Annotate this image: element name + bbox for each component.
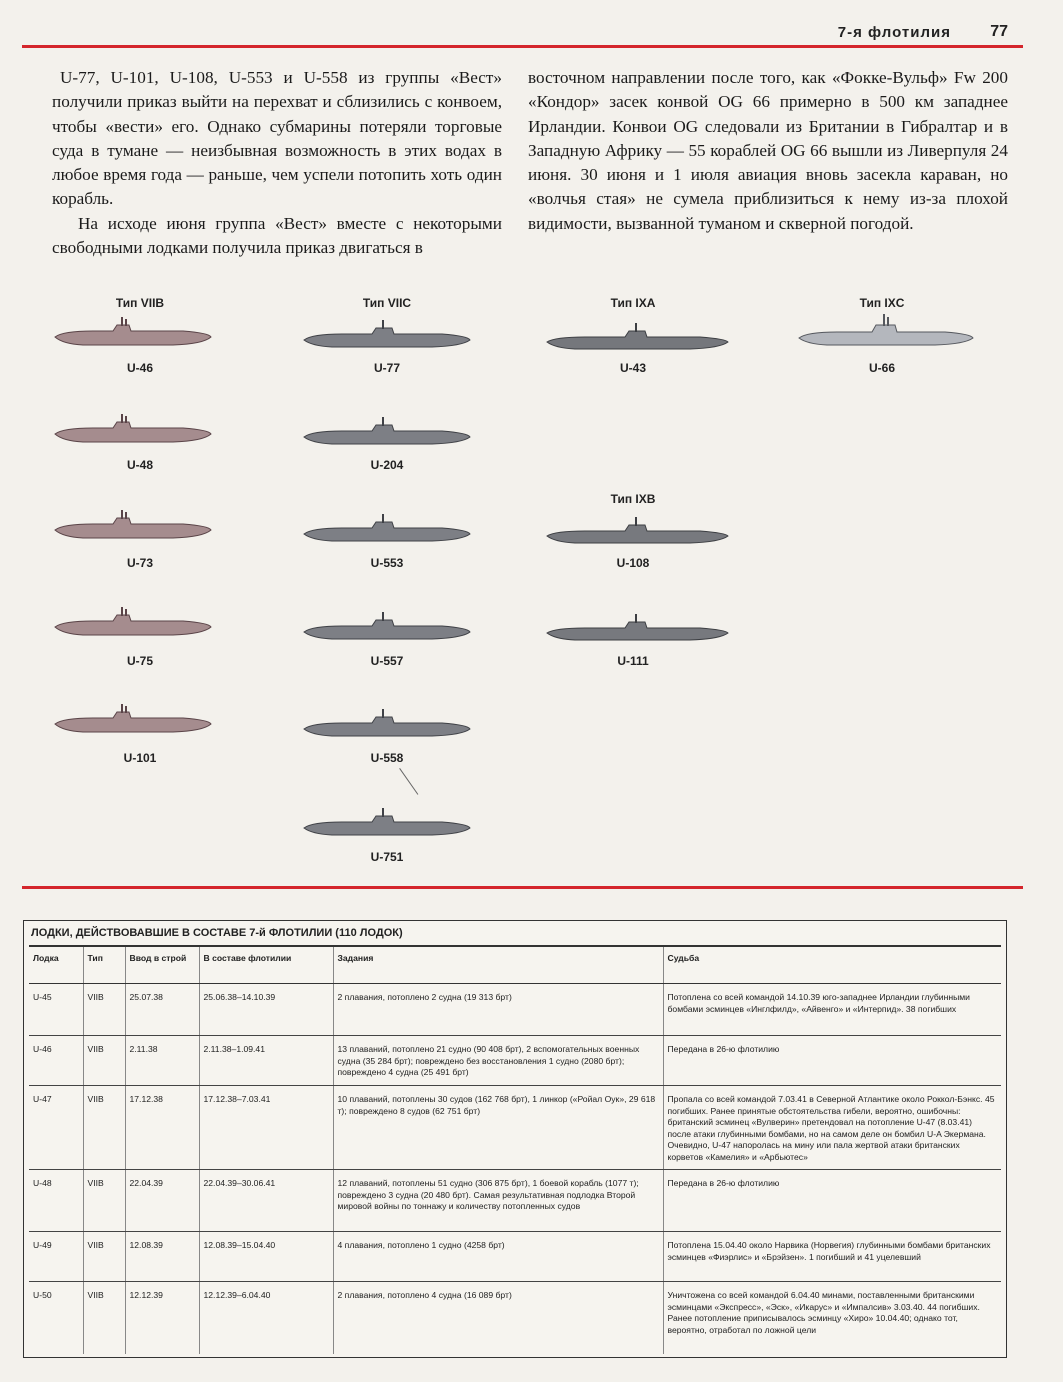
table-row: [29, 1036, 1001, 1086]
leader-line: [399, 768, 418, 795]
column-header: Ввод в строй: [125, 946, 199, 984]
submarine-illustration: [53, 605, 213, 645]
table-cell: Передана в 26-ю флотилию: [663, 1170, 1001, 1232]
submarine-illustration: [797, 312, 975, 356]
boat-label: U-73: [126, 556, 154, 570]
submarine-illustration: [53, 412, 213, 452]
header-rule: [22, 45, 1023, 48]
table-cell: VIIB: [83, 1086, 125, 1170]
type-label: Тип IXC: [859, 296, 905, 310]
submarine-illustration: [53, 702, 213, 742]
type-label: Тип VIIC: [362, 296, 412, 310]
paragraph: U-77, U-101, U-108, U-553 и U-558 из группы «Вест» получили приказ выйти на перехват и сблизились с конвоем, чтобы «вести» его. Однако субмарины потеряли торговые суда в тумане — неизбывная возможность в этих водах в любое время года — раньше, чем успели потопить хоть один корабль.: [52, 68, 502, 209]
table-cell: 17.12.38–7.03.41: [199, 1086, 333, 1170]
table-cell: 2 плавания, потоплено 2 судна (19 313 брт): [333, 984, 663, 1036]
chapter-title: 7-я флотилия: [837, 24, 951, 41]
table-title: ЛОДКИ, ДЕЙСТВОВАВШИЕ В СОСТАВЕ 7-й ФЛОТИЛИИ (110 ЛОДОК): [31, 927, 403, 939]
submarine-illustration: [302, 415, 472, 453]
table-cell: VIIB: [83, 1232, 125, 1282]
boat-label: U-751: [370, 850, 404, 864]
table-cell: VIIB: [83, 1282, 125, 1354]
table-cell: Потоплена 15.04.40 около Нарвика (Норвегия) глубинными бомбами британских эсминцев «Фиэрлис» и «Брэйзен». 1 погибший и 41 уцелевший: [663, 1232, 1001, 1282]
boat-label: U-75: [126, 654, 154, 668]
type-label: Тип VIIB: [115, 296, 165, 310]
table-cell: 2.11.38–1.09.41: [199, 1036, 333, 1086]
boat-label: U-43: [619, 361, 647, 375]
table-cell: Передана в 26-ю флотилию: [663, 1036, 1001, 1086]
table-cell: 12.12.39–6.04.40: [199, 1282, 333, 1354]
section-rule: [22, 886, 1023, 889]
paragraph: На исходе июня группа «Вест» вместе с некоторыми свободными лодками получила приказ двигаться в: [52, 213, 502, 258]
boat-label: U-77: [373, 361, 401, 375]
table-cell: U-49: [29, 1232, 83, 1282]
table-row: [29, 1170, 1001, 1232]
boats-table: [29, 945, 1001, 1354]
table-cell: 25.06.38–14.10.39: [199, 984, 333, 1036]
table-cell: U-47: [29, 1086, 83, 1170]
boat-label: U-204: [370, 458, 404, 472]
table-row: [29, 1282, 1001, 1354]
type-label: Тип IXB: [610, 492, 656, 506]
table-cell: 12.08.39: [125, 1232, 199, 1282]
column-header: Судьба: [663, 946, 1001, 984]
submarine-illustration: [302, 806, 472, 844]
table-cell: 4 плавания, потоплено 1 судно (4258 брт): [333, 1232, 663, 1282]
table-cell: 10 плаваний, потоплены 30 судов (162 768 брт), 1 линкор («Ройал Оук», 29 618 т); повреждено 8 судов (62 751 брт): [333, 1086, 663, 1170]
table-cell: VIIB: [83, 1036, 125, 1086]
boat-label: U-46: [126, 361, 154, 375]
boat-label: U-66: [868, 361, 896, 375]
table-cell: 2 плавания, потоплено 4 судна (16 089 брт): [333, 1282, 663, 1354]
table-cell: Уничтожена со всей командой 6.04.40 минами, поставленными британскими эсминцами «Экспресс», «Эск», «Икарус» и «Импалсив» 3.03.40. 44 погибших. Ранее потопление приписывалось эсминцу «Хиро» 10.04.40; однако тот, вероятно, отработал по ложной цели: [663, 1282, 1001, 1354]
table-cell: VIIB: [83, 984, 125, 1036]
boat-label: U-557: [370, 654, 404, 668]
table-cell: U-50: [33, 1290, 52, 1300]
boat-label: U-101: [123, 751, 157, 765]
column-header: Тип: [83, 946, 125, 984]
table-cell: 12 плаваний, потоплены 51 судно (306 875 брт), 1 боевой корабль (1077 т); повреждено 3 судна (20 480 брт). Самая результативная подлодка Второй мировой войны по тоннажу и количеству потопленных судов: [333, 1170, 663, 1232]
column-header: Лодка: [29, 946, 83, 984]
paragraph: восточном направлении после того, как «Фокке-Вульф» Fw 200 «Кондор» засек конвой OG 66 примерно в 500 км западнее Ирландии. Конвои OG следовали из Британии в Гибралтар и в Западную Африку — 55 кораблей OG 66 вышли из Ливерпуля 24 июня. 30 июня и 1 июля авиация вновь засекла караван, но «волчья стая» не сумела приблизиться к нему из-за плохой видимости, вызванной туманом и скверной погодой.: [528, 68, 1008, 233]
table-cell: 22.04.39: [125, 1170, 199, 1232]
text-column-right: [528, 66, 1008, 236]
boat-label: U-553: [370, 556, 404, 570]
type-label: Тип IXA: [610, 296, 656, 310]
table-row: [29, 984, 1001, 1036]
table-cell: 12.12.39: [125, 1282, 199, 1354]
table-header-row: [29, 946, 1001, 984]
table-cell: 17.12.38: [125, 1086, 199, 1170]
table-cell: Потоплена со всей командой 14.10.39 юго-западнее Ирландии глубинными бомбами эсминцев «Инглфилд», «Айвенго» и «Интерпид». 38 погибших: [663, 984, 1001, 1036]
boat-label: U-558: [370, 751, 404, 765]
submarine-illustration: [545, 613, 730, 649]
table-cell: U-46: [29, 1036, 83, 1086]
table-cell: 13 плаваний, потоплено 21 судно (90 408 брт), 2 вспомогательных военных судна (35 284 брт); повреждено без восстановления 1 судно (2080 брт); повреждено 4 судна (25 491 брт): [333, 1036, 663, 1086]
submarine-illustration: [302, 707, 472, 745]
submarine-illustration: [53, 508, 213, 548]
column-header: Задания: [333, 946, 663, 984]
submarine-illustration: [53, 315, 213, 355]
table-cell: 2.11.38: [125, 1036, 199, 1086]
boats-table-box: [23, 920, 1007, 1358]
table-cell: U-48: [29, 1170, 83, 1232]
submarine-illustration: [545, 516, 730, 552]
submarine-illustration: [545, 322, 730, 358]
text-column-left: [52, 66, 502, 260]
boat-label: U-111: [617, 654, 649, 668]
submarine-illustration: [302, 610, 472, 648]
table-cell: 22.04.39–30.06.41: [199, 1170, 333, 1232]
submarine-illustration: [302, 318, 472, 356]
boat-label: U-48: [126, 458, 154, 472]
table-cell: 12.08.39–15.04.40: [199, 1232, 333, 1282]
table-row: [29, 1086, 1001, 1170]
table-row: [29, 1232, 1001, 1282]
boat-label: U-108: [616, 556, 650, 570]
table-cell: VIIB: [83, 1170, 125, 1232]
column-header: В составе флотилии: [199, 946, 333, 984]
page-number: 77: [990, 23, 1008, 40]
submarine-illustration: [302, 512, 472, 550]
table-cell: U-45: [29, 984, 83, 1036]
table-cell: Пропала со всей командой 7.03.41 в Северной Атлантике около Роккол-Бэнкс. 45 погибших. Ранее принятые обстоятельства гибели, вероятно, ошибочны: британский эсминец «Вулверин» претендовал на потопление U-47 (8.03.41) после атаки глубинными бомбами, но на самом деле он бомбил U-A Экермана. Очевидно, U-47 напоролась на мину или пала жертвой атаки британских корветов «Камелия» и «Арбьютес»: [663, 1086, 1001, 1170]
table-cell: 25.07.38: [125, 984, 199, 1036]
